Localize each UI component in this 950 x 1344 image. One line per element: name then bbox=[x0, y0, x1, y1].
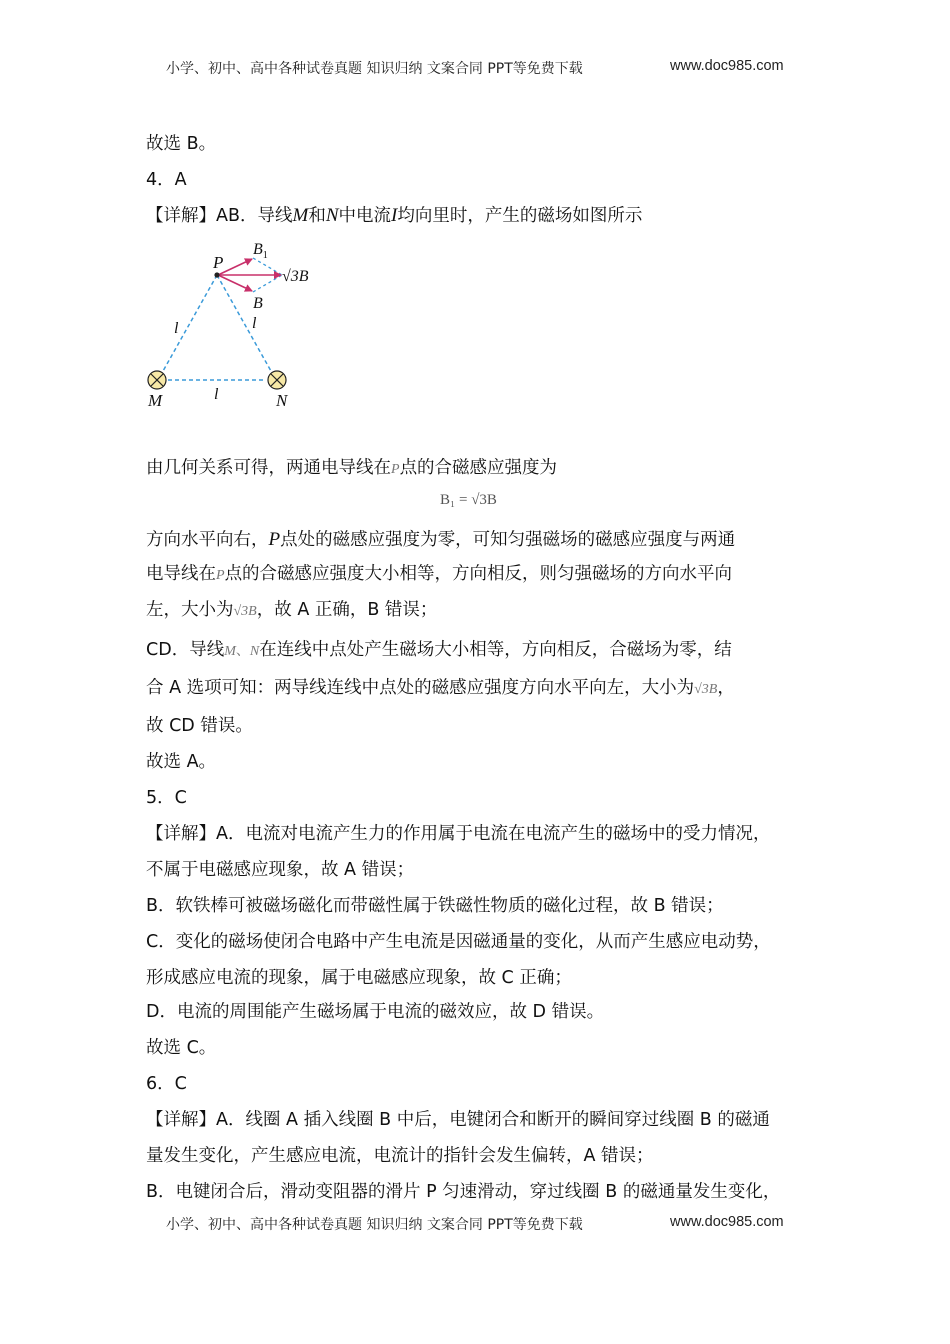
direction-line-3: 左，大小为√3B，故 A 正确，B 错误； bbox=[146, 600, 438, 620]
q6-option-a-line-2: 量发生变化，产生感应电流，电流计的指针会发生偏转，A 错误； bbox=[146, 1146, 654, 1166]
cd-line-1: CD．导线M、N在连线中点处产生磁场大小相等，方向相反，合磁场为零，结 bbox=[146, 640, 732, 660]
footer-text: 小学、初中、高中各种试卷真题 知识归纳 文案合同 PPT等免费下载 bbox=[166, 1217, 583, 1233]
direction-line-1: 方向水平向右，P点处的磁感应强度为零，可知匀强磁场的磁感应强度与两通 bbox=[146, 529, 736, 550]
label-l-bottom: l bbox=[214, 386, 219, 403]
q5-option-d: D．电流的周围能产生磁场属于电流的磁效应，故 D 错误。 bbox=[146, 1002, 605, 1022]
answer-q6: 6．C bbox=[146, 1074, 187, 1094]
label-l-left: l bbox=[174, 320, 179, 337]
direction-line-2: 电导线在P点的合磁感应强度大小相等，方向相反，则匀强磁场的方向水平向 bbox=[146, 564, 733, 584]
q5-option-a-line-1: 【详解】A．电流对电流产生力的作用属于电流在电流产生的磁场中的受力情况， bbox=[146, 824, 771, 844]
q6-option-b-line-1: B．电键闭合后，滑动变阻器的滑片 P 匀速滑动，穿过线圈 B 的磁通量发生变化， bbox=[146, 1182, 781, 1202]
line-p-n bbox=[217, 275, 276, 380]
conclusion-q5: 故选 C。 bbox=[146, 1038, 217, 1058]
label-sqrt3b: √3B bbox=[282, 268, 309, 285]
label-p: P bbox=[213, 253, 224, 272]
line-b-resultant bbox=[253, 275, 282, 292]
q5-option-c-line-1: C．变化的磁场使闭合电路中产生电流是因磁通量的变化，从而产生感应电动势， bbox=[146, 932, 771, 952]
label-m: M bbox=[148, 391, 163, 410]
answer-q5: 5．C bbox=[146, 788, 187, 808]
conclusion-q4: 故选 A。 bbox=[146, 752, 217, 772]
line-p-m bbox=[158, 275, 217, 380]
wire-m-icon bbox=[148, 371, 166, 389]
arrow-b bbox=[218, 275, 252, 291]
label-l-right: l bbox=[252, 315, 257, 332]
label-b1: $B_1$ bbox=[253, 241, 268, 261]
magnetic-field-diagram bbox=[140, 234, 330, 414]
header-text: 小学、初中、高中各种试卷真题 知识归纳 文案合同 PPT等免费下载 bbox=[166, 61, 583, 77]
conclusion-q3: 故选 B。 bbox=[146, 134, 217, 154]
page-footer bbox=[166, 1214, 806, 1234]
page-header bbox=[166, 58, 806, 78]
geometry-statement: 由几何关系可得，两通电导线在P点的合磁感应强度为 bbox=[146, 458, 558, 478]
point-p bbox=[214, 272, 219, 277]
q6-option-a-line-1: 【详解】A．线圈 A 插入线圈 B 中后，电键闭合和断开的瞬间穿过线圈 B 的磁通 bbox=[146, 1110, 770, 1130]
formula-b1: B₁ = √3B bbox=[440, 492, 497, 508]
header-url[interactable]: www.doc985.com bbox=[670, 58, 784, 74]
label-b: B bbox=[253, 295, 263, 312]
q5-option-c-line-2: 形成感应电流的现象，属于电磁感应现象，故 C 正确； bbox=[146, 968, 572, 988]
q5-option-a-line-2: 不属于电磁感应现象，故 A 错误； bbox=[146, 860, 415, 880]
answer-q4: 4．A bbox=[146, 170, 187, 190]
wire-n-icon bbox=[268, 371, 286, 389]
footer-url[interactable]: www.doc985.com bbox=[670, 1214, 784, 1230]
q4-detail-intro: 【详解】AB．导线M和N中电流I均向里时，产生的磁场如图所示 bbox=[146, 205, 643, 226]
cd-line-3: 故 CD 错误。 bbox=[146, 716, 253, 736]
q5-option-b: B．软铁棒可被磁场磁化而带磁性属于铁磁性物质的磁化过程，故 B 错误； bbox=[146, 896, 724, 916]
cd-line-2: 合 A 选项可知：两导线连线中点处的磁感应强度方向水平向左，大小为√3B， bbox=[146, 678, 735, 698]
label-n: N bbox=[276, 391, 288, 410]
